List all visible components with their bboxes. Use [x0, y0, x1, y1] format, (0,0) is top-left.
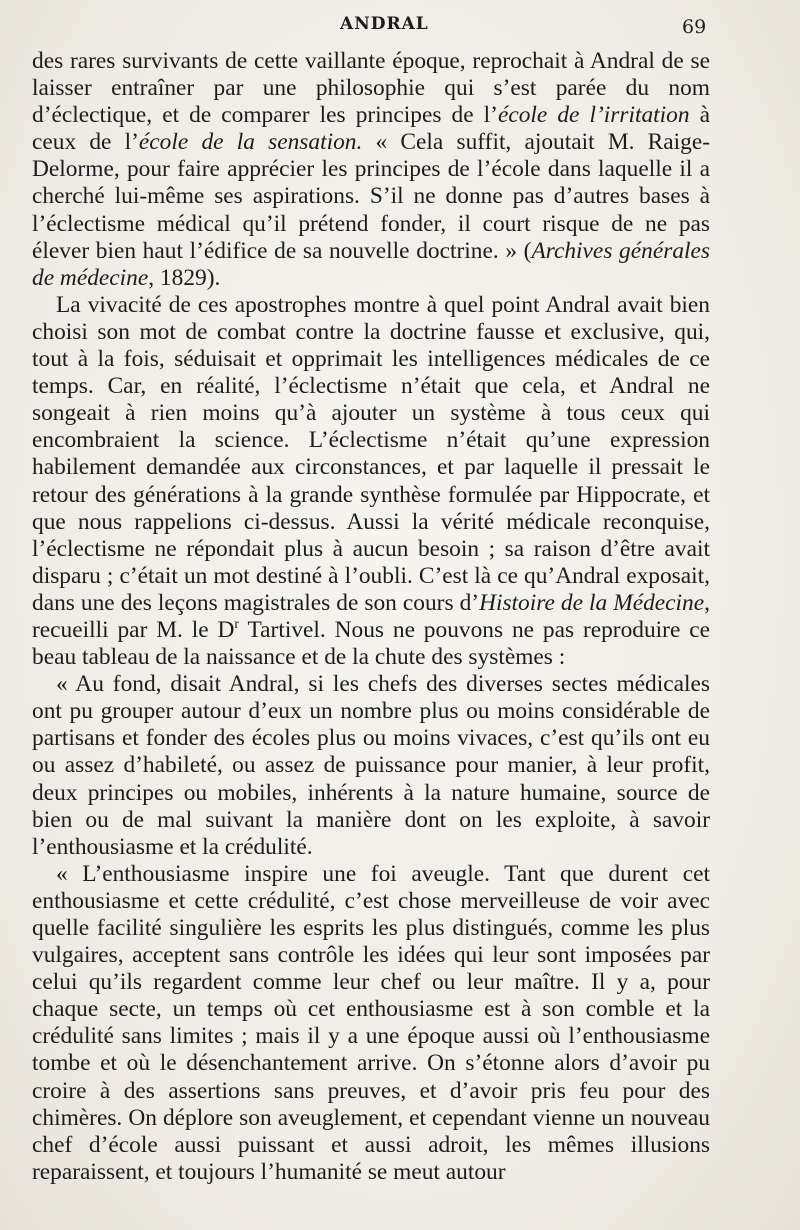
text-run: « Au fond, disait Andral, si les chefs des diverses sectes médicales ont pu grouper autour d’eux un nombre plus ou moins considérable de partisans et fonder des écoles plus ou moins vivaces, c’est qu’ils ont eu ou assez d’habileté, ou assez de puissance pour manier, à leur profit, deux principes ou mobiles, inhérents à la nature humaine, source de bien ou de mal suivant la manière dont on les exploite, à savoir l’enthousiasme et la crédulité.: [32, 671, 710, 860]
text-run: Tartivel. Nous ne pouvons ne pas reproduire ce beau tableau de la naissance et de la chute des systèmes :: [32, 616, 710, 671]
paragraph: [32, 861, 710, 1186]
paragraph: [32, 48, 710, 292]
text-run: à ceux de l’: [32, 102, 711, 156]
text-run: , recueilli par M. le D: [32, 589, 710, 643]
text-run: des rares survivants de cette vaillante époque, reprochait à Andral de se laisser entraîner par une philosophie qui s’est parée du nom d’éclectique, et de comparer les principes de l’: [32, 48, 710, 129]
text-run: « L’enthousiasme inspire une foi aveugle. Tant que durent cet enthousiasme et cette crédulité, c’est chose merveilleuse de voir avec quelle facilité singulière les esprits les plus distingués, comme les plus vulgaires, acceptent sans contrôle les idées qui leur sont imposées par celui qu’ils regardent comme leur chef ou leur maître. Il y a, pour chaque secte, un temps où cet enthousiasme est à son comble et la crédulité sans limites ; mais il y a une époque aussi où l’enthousiasme tombe et où le désenchantement arrive. On s’étonne alors d’avoir pu croire à des assertions sans preuves, et d’avoir pris feu pour des chimères. On déplore son aveuglement, et cependant vienne un nouveau chef d’école aussi puissant et aussi adroit, les mêmes illusions reparaissent, et toujours l’humanité se meut autour: [32, 860, 710, 1185]
italic-text: Histoire de la Médecine: [479, 589, 705, 616]
body-text: [32, 48, 710, 1186]
page-number: 69: [682, 16, 707, 38]
running-head: [0, 10, 800, 40]
text-run: La vivacité de ces apostrophes montre à quel point Andral avait bien choisi son mot de combat contre la doctrine fausse et exclusive, qui, tout à la fois, séduisait et opprimait les intelligences médicales de ce temps. Car, en réalité, l’éclectisme n’était que cela, et Andral ne songeait à rien moins qu’à ajouter un système à tous ceux qui encombraient la science. L’éclectisme n’était qu’une expression habilement demandée aux circonstances, et par laquelle il pressait le retour des générations à la grande synthèse formulée par Hippocrate, et que nous rappelions ci-dessus. Aussi la vérité médicale reconquise, l’éclectisme ne répondait plus à aucun besoin ; sa raison d’être avait disparu ; c’était un mot destiné à l’oubli. C’est là ce qu’Andral exposait, dans une des leçons magistrales de son cours d’: [32, 291, 710, 616]
italic-text: école de l’irritation: [497, 102, 690, 129]
text-run: « Cela suffit, ajoutait M. Raige-Delorme, pour faire apprécier les principes de l’école dans laquelle il a cherché lui-même ses aspirations. S’il ne donne pas d’autres bases à l’éclectisme médical qu’il prétend fonder, il court risque de ne pas élever bien haut l’édifice de sa nouvelle doctrine. » (: [32, 129, 711, 264]
italic-text: école de la sensation.: [138, 129, 363, 156]
italic-text: Archives générales de médecine: [32, 237, 710, 291]
superscript: r: [234, 616, 240, 633]
text-run: , 1829).: [148, 264, 221, 291]
paragraph: [32, 671, 710, 861]
running-title: ANDRAL: [340, 14, 429, 34]
paragraph: [32, 292, 710, 671]
